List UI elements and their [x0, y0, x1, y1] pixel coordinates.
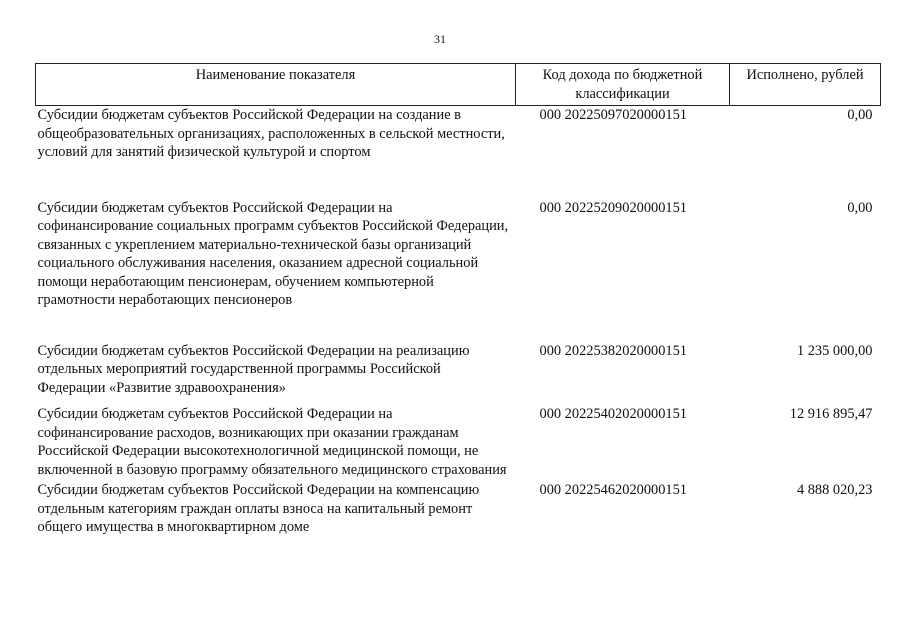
income-code: 000 20225209020000151	[539, 199, 688, 216]
budget-income-table	[35, 63, 881, 539]
income-code: 000 20225402020000151	[539, 406, 688, 422]
indicator-name: Субсидии бюджетам субъектов Российской Федерации на создание в общеобразовательных организациях, расположенных в сельской местности, условий для занятий физической культурой и спортом	[37, 107, 505, 160]
header-indicator-name: Наименование показателя	[36, 64, 516, 106]
table-row	[36, 405, 881, 481]
header-executed-amount: Исполнено, рублей	[730, 64, 881, 106]
income-code: 000 20225382020000151	[539, 342, 688, 359]
table-row	[36, 106, 881, 199]
executed-amount: 1 235 000,00	[796, 342, 873, 359]
indicator-name: Субсидии бюджетам субъектов Российской Федерации на реализацию отдельных мероприятий государственной программы Российской Федерации «Развитие здравоохранения»	[37, 342, 470, 396]
table-header	[36, 64, 881, 106]
indicator-name: Субсидии бюджетам субъектов Российской Федерации на софинансирование социальных программ субъектов Российской Федерации, связанных с укреплением материально-технической базы организаций социального обслуживания населения, оказанием адресной социальной помощи неработающим пенсионерам, обучением компьютерной грамотности неработающих пенсионеров	[37, 199, 509, 308]
table-body	[36, 106, 881, 539]
page-number: 31	[434, 32, 446, 46]
header-row	[36, 64, 881, 106]
table-row	[36, 481, 881, 539]
executed-amount: 0,00	[847, 199, 873, 216]
executed-amount: 0,00	[847, 107, 873, 123]
income-code: 000 20225462020000151	[539, 482, 688, 498]
executed-amount: 4 888 020,23	[796, 482, 873, 498]
header-income-code: Код дохода по бюджетной классификации	[516, 64, 730, 106]
indicator-name: Субсидии бюджетам субъектов Российской Федерации на компенсацию отдельным категориям граждан оплаты взноса на капитальный ремонт общего имущества в многоквартирном доме	[37, 482, 480, 535]
table-row	[36, 342, 881, 406]
table-row	[36, 199, 881, 342]
indicator-name: Субсидии бюджетам субъектов Российской Федерации на софинансирование расходов, возникающих при оказании гражданам Российской Федерации высокотехнологичной медицинской помощи, не включенной в базовую программу обязательного медицинского страхования	[37, 406, 507, 478]
income-code: 000 20225097020000151	[539, 107, 688, 123]
executed-amount: 12 916 895,47	[789, 406, 873, 422]
